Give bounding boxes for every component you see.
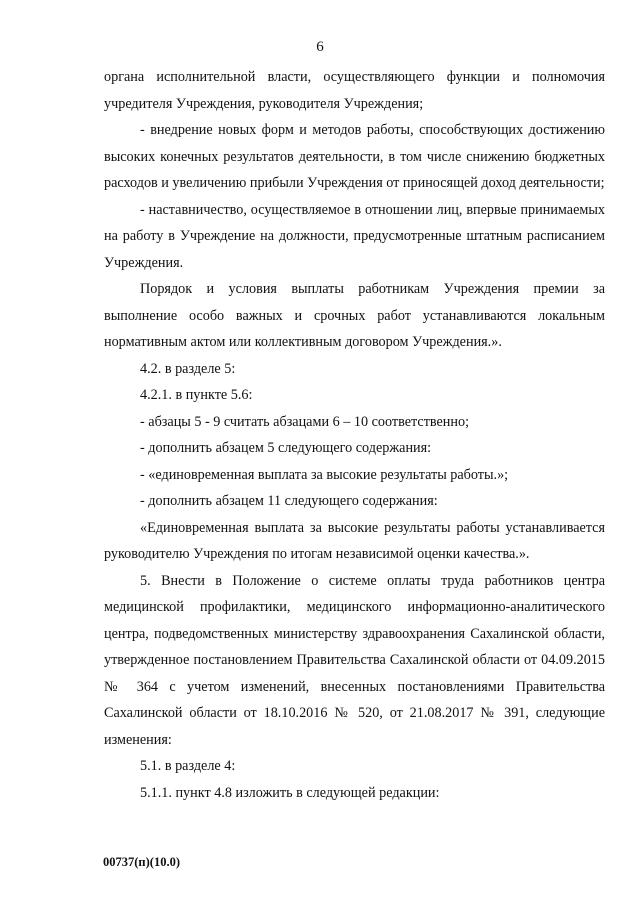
paragraph-list-item-mentoring: - наставничество, осуществляемое в отношении лиц, впервые принимаемых на работу в Учреждение на должности, предусмотренные штатным расписанием Учреждения. [104, 201, 605, 271]
paragraph-continuation: органа исполнительной власти, осуществляющего функции и полномочия учредителя Учреждения, руководителя Учреждения; [104, 69, 605, 112]
paragraph-one-time-payment: - «единовременная выплата за высокие результаты работы.»; [140, 466, 509, 483]
document-body [104, 64, 605, 806]
paragraph-item-5-1-1: 5.1.1. пункт 4.8 изложить в следующей редакции: [140, 784, 440, 801]
page-number: 6 [316, 39, 324, 55]
paragraph-renumber-subparagraphs: - абзацы 5 - 9 считать абзацами 6 – 10 соответственно; [140, 413, 470, 430]
paragraph-item-4-2-1: 4.2.1. в пункте 5.6: [140, 387, 253, 403]
paragraph-item-5: 5. Внести в Положение о системе оплаты труда работников центра медицинской профилактики, медицинского информационно-аналитического центра, подведомственных министерству здравоохранения Сахалинской области, утвержденное постановлением Правительства Сахалинской области от 04.09.2015 № 364 с учетом изменений, внесенных постановлениями Правительства Сахалинской области от 18.10.2016 № 520, от 21.08.2017 № 391, следующие изменения: [104, 572, 605, 748]
paragraph-add-subparagraph-11: - дополнить абзацем 11 следующего содержания: [140, 493, 438, 509]
paragraph-one-time-payment-rule: «Единовременная выплата за высокие результаты работы устанавливается руководителю Учреждения по итогам независимой оценки качества.». [104, 519, 605, 562]
paragraph-item-4-2: 4.2. в разделе 5: [140, 360, 236, 377]
document-footer-code: 00737(п)(10.0) [103, 855, 180, 869]
paragraph-list-item-new-methods: - внедрение новых форм и методов работы, способствующих достижению высоких конечных результатов деятельности, в том числе снижению бюджетных расходов и увеличению прибыли Учреждения от приносящей доход деятельности; [104, 122, 605, 191]
paragraph-item-5-1: 5.1. в разделе 4: [140, 758, 236, 774]
paragraph-add-subparagraph-5: - дополнить абзацем 5 следующего содержания: [140, 440, 432, 456]
paragraph-bonus-procedure: Порядок и условия выплаты работникам Учреждения премии за выполнение особо важных и срочных работ устанавливаются локальным нормативным актом или коллективным договором Учреждения.». [104, 281, 605, 350]
